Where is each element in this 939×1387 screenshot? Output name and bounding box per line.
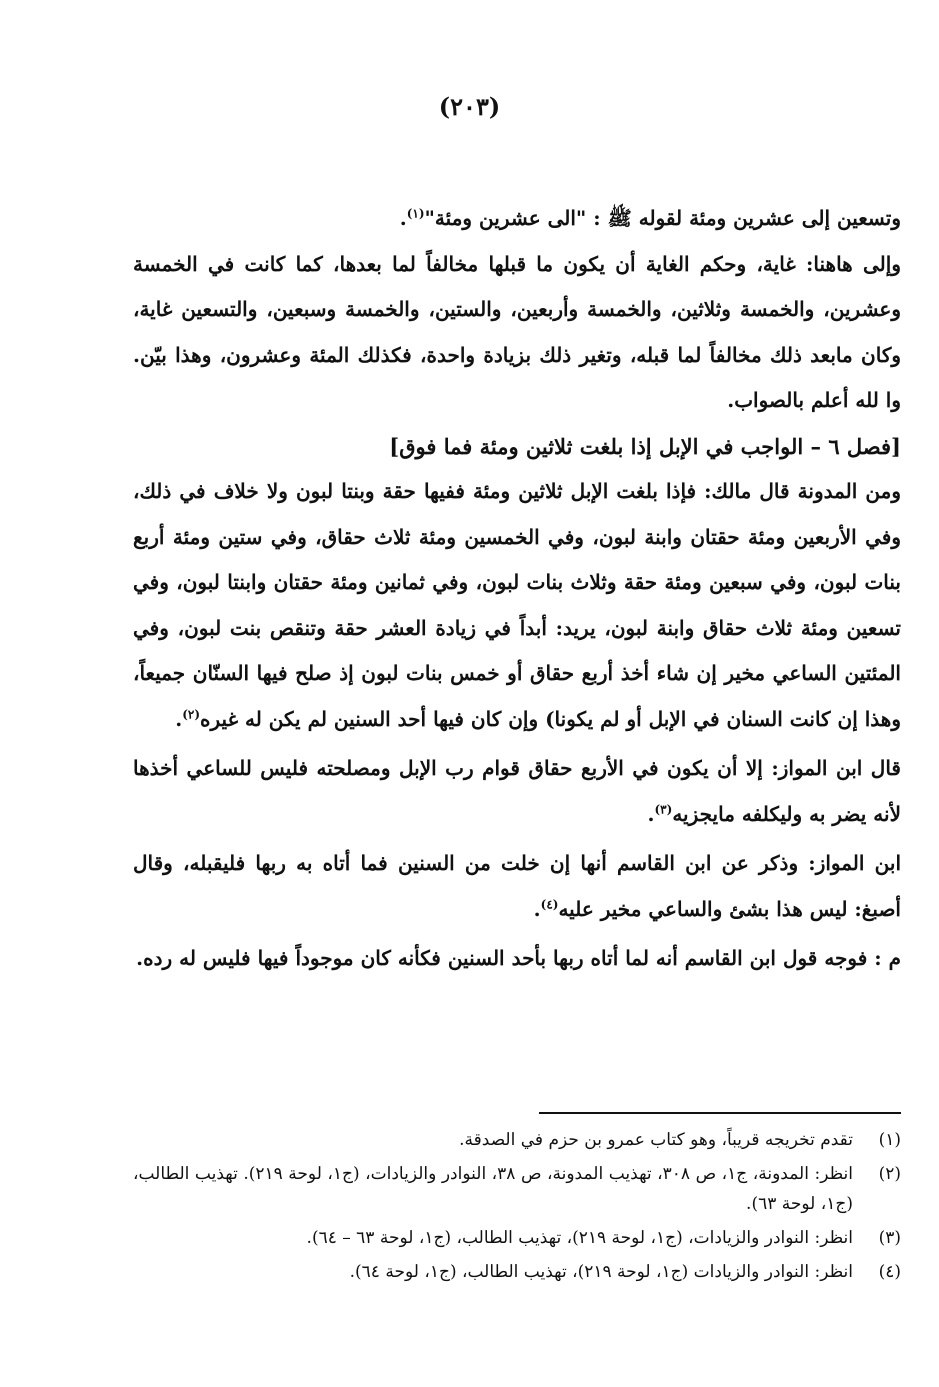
paragraph-5-text: ابن المواز: وذكر عن ابن القاسم أنها إن خلت من السنين فما أتاه به ربها فليقبله، وقال أصبغ: ليس هذا بشئ والساعي مخير عليه [133,851,901,921]
footnote-text: انظر: المدونة، ج١، ص ٣٠٨، تهذيب المدونة، ص ٣٨، النوادر والزيادات، (ج١، لوحة ٢١٩). تهذيب الطالب، (ج١، لوحة ٦٣). [133,1164,853,1214]
paragraph-1-end: . [399,206,407,230]
footnote-number: (٤) [878,1262,901,1282]
main-text [133,196,901,982]
footnote-number: (٣) [878,1228,901,1248]
footnote-separator [539,1112,901,1114]
paragraph-4 [133,746,901,837]
footnote-ref-2: (٢) [182,706,201,721]
paragraph-4-text: قال ابن المواز: إلا أن يكون في الأربع حقاق قوام رب الإبل ومصلحته فليس للساعي أخذها لأنه يضر به وليكلفه مايجزيه [133,756,901,826]
section-heading: [فصل ٦ – الواجب في الإبل إذا بلغت ثلاثين ومئة فما فوق] [389,433,901,459]
footnote [133,1159,901,1219]
footnote-ref-4: (٤) [540,896,559,911]
footnote-text: انظر: النوادر والزيادات (ج١، لوحة ٢١٩)، تهذيب الطالب، (ج١، لوحة ٦٤). [349,1262,853,1282]
paragraph-5 [133,841,901,932]
footnote-ref-3: (٣) [654,801,673,816]
paragraph-1-text: وتسعين إلى عشرين ومئة لقوله ﷺ : "الى عشرين ومئة" [424,206,901,230]
footnote [133,1223,901,1253]
footnote [133,1257,901,1287]
footnote-text: تقدم تخريجه قريباً، وهو كتاب عمرو بن حزم في الصدقة. [459,1130,853,1150]
paragraph-2: وإلى هاهنا: غاية، وحكم الغاية أن يكون ما قبلها مخالفاً لما بعدها، كما كانت في الخمسة وعشرين، والخمسة وثلاثين، والخمسة وأربعين، والستين، والخمسة وسبعين، والتسعين غاية، وكان مابعد ذلك مخالفاً لما قبله، وتغير ذلك بزيادة واحدة، فكذلك المئة وعشرون، وهذا بيّن. وا لله أعلم بالصواب. [133,251,901,412]
paragraph-3-end: . [175,706,183,731]
footnote-number: (٢) [878,1164,901,1184]
page-number: (٢٠٣) [438,92,501,121]
footnote-ref-1: (١) [406,206,425,221]
paragraph-4-end: . [647,801,655,826]
footnote [133,1125,901,1155]
paragraph-6: م : فوجه قول ابن القاسم أنه لما أتاه ربها بأحد السنين فكأنه كان موجوداً فيها فليس له رده. [136,946,901,970]
footnote-number: (١) [878,1130,901,1150]
paragraph-5-end: . [533,896,541,921]
paragraph-3 [133,469,901,742]
paragraph-3-text: ومن المدونة قال مالك: فإذا بلغت الإبل ثلاثين ومئة ففيها حقة وبنتا لبون ولا خلاف في ذلك، وفي الأربعين ومئة حقتان وابنة لبون، وفي الخمسين ومئة ثلاث حقاق، وفي ستين ومئة أربع بنات لبون، وفي سبعين ومئة حقة وثلاث بنات لبون، وفي ثمانين ومئة حقتان وابنتا لبون، وفي تسعين ومئة ثلاث حقاق وابنة لبون، يريد: أبداً في زيادة العشر حقة وتنقص بنت لبون، وفي المئتين الساعي مخير إن شاء أخذ أربع حقاق أو خمس بنات لبون إذ صلح فيها السنّان جميعاً، وهذا إن كانت السنان في الإبل أو لم يكونا) وإن كان فيها أحد السنين لم يكن له غيره [133,479,901,731]
footnotes [133,1125,901,1291]
footnote-text: انظر: النوادر والزيادات، (ج١، لوحة ٢١٩)، تهذيب الطالب، (ج١، لوحة ٦٣ – ٦٤). [306,1228,853,1248]
paragraph-1 [133,196,901,242]
